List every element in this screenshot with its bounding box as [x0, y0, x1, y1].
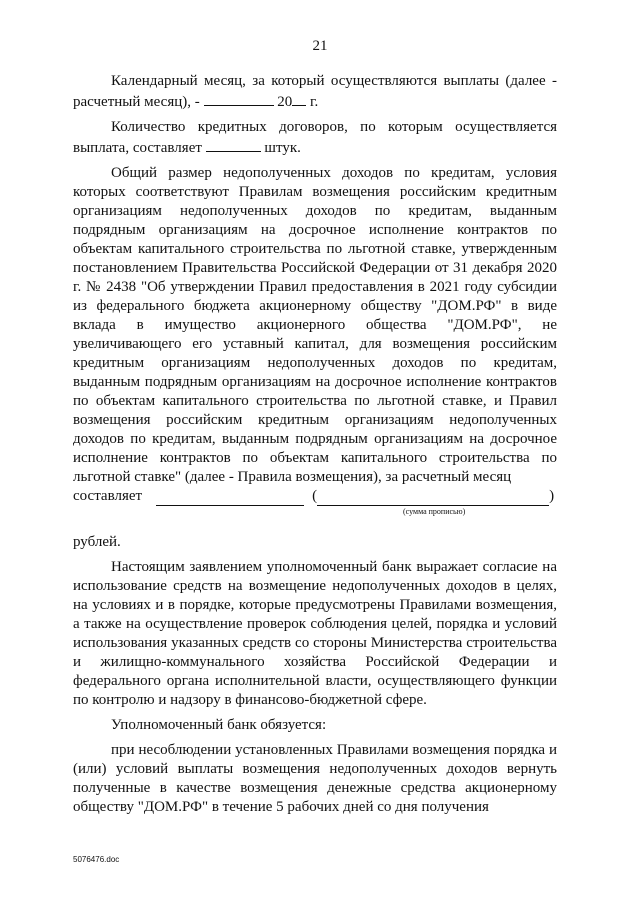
amount-blank — [156, 491, 304, 506]
year-suffix: г. — [310, 94, 319, 110]
paragraph-obligations-heading: Уполномоченный банк обязуется: — [111, 717, 327, 733]
paren-open: ( — [312, 488, 318, 504]
count-suffix: штук. — [264, 140, 301, 156]
amount-words-blank — [317, 491, 549, 506]
count-blank — [206, 137, 261, 152]
year-blank — [292, 91, 306, 106]
currency-label: рублей. — [73, 534, 121, 550]
paren-close: ) — [549, 488, 555, 504]
paragraph-consent: Настоящим заявлением уполномоченный банк выражает согласие на использование средств на возмещение недополученных доходов в целях, на условиях и в порядке, которые предусмотрены Правилами возмещения, а также на осуществление проверок соблюдения целей, порядка и условий использования указанных средств со стороны Министерства строительства и жилищно-коммунального хозяйства Российской Федерации и федерального органа исполнительной власти, осуществляющего функции по контролю и надзору в финансово-бюджетной сфере. — [73, 559, 557, 708]
amount-words-caption: (сумма прописью) — [403, 507, 466, 516]
calendar-month-text: Календарный месяц, за который осуществляются выплаты (далее - расчетный месяц), - — [73, 73, 557, 110]
page-number: 21 — [312, 38, 328, 54]
paragraph-calendar-month — [73, 72, 557, 112]
paragraph-obligation-return: при несоблюдении установленных Правилами возмещения порядка и (или) условий выплаты возмещения недополученных доходов вернуть полученные в качестве возмещения денежные средства акционерному обществу "ДОМ.РФ" в течение 5 рабочих дней со дня получения — [73, 742, 557, 815]
amount-line — [73, 487, 557, 506]
paragraph-contract-count — [73, 118, 557, 158]
document-body — [73, 72, 557, 817]
amount-label: составляет — [73, 488, 143, 504]
month-blank — [204, 91, 274, 106]
footer-doc-code: 5076476.doc — [73, 855, 120, 864]
year-prefix: 20 — [277, 94, 293, 110]
paragraph-total-amount: Общий размер недополученных доходов по кредитам, условия которых соответствуют Правилам возмещения российским кредитным организациям недополученных доходов по кредитам, выданным подрядным организациям на досрочное исполнение контрактов по объектам капитального строительства по льготной ставке, утвержденным постановлением Правительства Российской Федерации от 31 декабря 2020 г. № 2438 "Об утверждении Правил предоставления в 2021 году субсидии из федерального бюджета акционерному обществу "ДОМ.РФ" в виде вклада в имущество акционерного общества "ДОМ.РФ", не увеличивающего его уставный капитал, для возмещения российским кредитным организациям недополученных доходов по кредитам, выданным подрядным организациям на досрочное исполнение контрактов по объектам капитального строительства по льготной ставке, и Правил возмещения российским кредитным организациям недополученных доходов по кредитам, выданным подрядным организациям на досрочное исполнение контрактов по объектам капитального строительства по льготной ставке" (далее - Правила возмещения), за расчетный месяц — [73, 165, 557, 485]
contract-count-text: Количество кредитных договоров, по которым осуществляется выплата, составляет — [73, 119, 557, 156]
